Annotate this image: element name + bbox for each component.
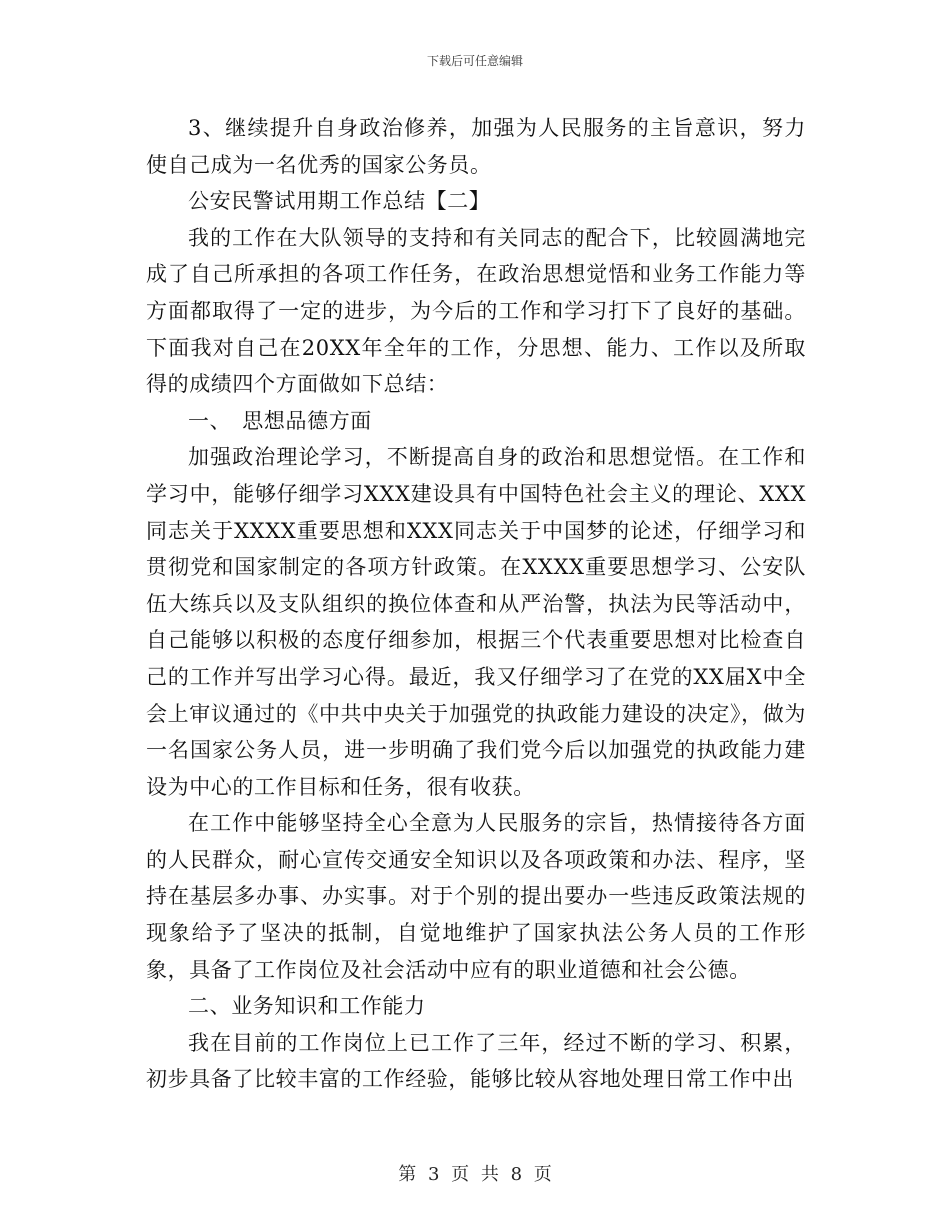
paragraph-political-cultivation: 3、继续提升自身政治修养，加强为人民服务的主旨意识，努力使自己成为一名优秀的国家公务员。 [146, 116, 806, 177]
page-number: 第 3 页 共 8 页 [398, 1164, 552, 1185]
heading-ideology-morality: 一、 思想品德方面 [188, 408, 372, 433]
paragraph-work-experience: 我在目前的工作岗位上已工作了三年，经过不断的学习、积累，初步具备了比较丰富的工作经验，能够比较从容地处理日常工作中出 [146, 1030, 806, 1092]
section-title-summary-two: 公安民警试用期工作总结【二】 [188, 189, 491, 214]
paragraph-theory-study: 加强政治理论学习，不断提高自身的政治和思想觉悟。在工作和学习中，能够仔细学习XXX建设具有中国特色社会主义的理论、XXX同志关于XXXX重要思想和XXX同志关于中国梦的论述，仔细学习和贯彻党和国家制定的各项方针政策。在XXXX重要思想学习、公安队伍大练兵以及支队组织的换位体查和从严治警，执法为民等活动中，自己能够以积极的态度仔细参加，根据三个代表重要思想对比检查自己的工作并写出学习心得。最近，我又仔细学习了在党的XX届X中全会上审议通过的《中共中央关于加强党的执政能力建设的决定》，做为一名国家公务人员，进一步明确了我们党今后以加强党的执政能力建设为中心的工作目标和任务，很有收获。 [146, 445, 806, 799]
heading-business-knowledge: 二、业务知识和工作能力 [188, 994, 426, 1019]
paragraph-introduction: 我的工作在大队领导的支持和有关同志的配合下，比较圆满地完成了自己所承担的各项工作任务，在政治思想觉悟和业务工作能力等方面都取得了一定的进步，为今后的工作和学习打下了良好的基础。下面我对自己在20XX年全年的工作，分思想、能力、工作以及所取得的成绩四个方面做如下总结： [146, 225, 806, 397]
page-header-note: 下载后可任意编辑 [426, 54, 523, 68]
document-body [146, 110, 806, 1098]
paragraph-serve-people: 在工作中能够坚持全心全意为人民服务的宗旨，热情接待各方面的人民群众，耐心宣传交通安全知识以及各项政策和办法、程序，坚持在基层多办事、办实事。对于个别的提出要办一些违反政策法规的现象给予了坚决的抵制，自觉地维护了国家执法公务人员的工作形象，具备了工作岗位及社会活动中应有的职业道德和社会公德。 [146, 811, 806, 982]
